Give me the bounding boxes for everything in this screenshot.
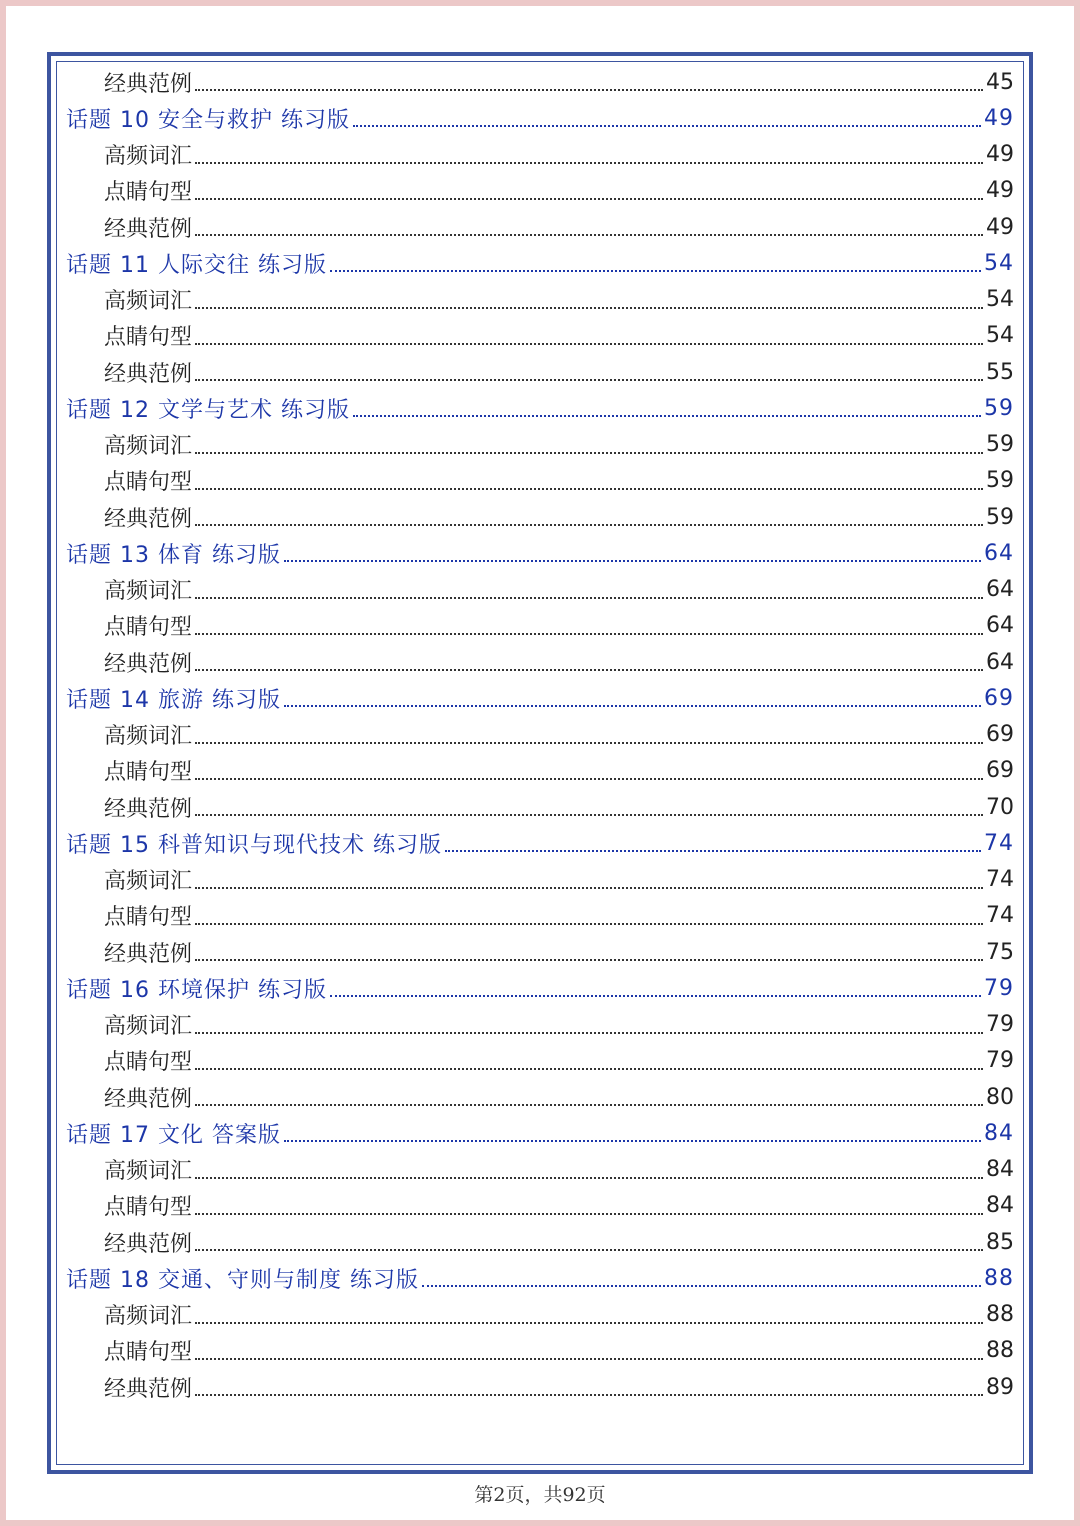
toc-page-number: 49 — [986, 214, 1014, 240]
toc-subentry[interactable] — [66, 753, 1014, 789]
toc-subentry[interactable] — [66, 354, 1014, 390]
toc-subentry[interactable] — [66, 934, 1014, 970]
toc-page-number: 80 — [986, 1084, 1014, 1110]
toc-subentry[interactable] — [66, 173, 1014, 209]
toc-entry-title: 点睛句型 — [104, 615, 193, 641]
toc-dot-leader — [195, 1068, 983, 1070]
toc-subentry[interactable] — [66, 282, 1014, 318]
toc-dot-leader — [195, 814, 983, 816]
toc-page-number: 74 — [986, 903, 1014, 929]
toc-subentry[interactable] — [66, 427, 1014, 463]
toc-subentry[interactable] — [66, 644, 1014, 680]
toc-entry-title: 经典范例 — [104, 1376, 193, 1402]
toc-dot-leader — [195, 234, 983, 236]
toc-dot-leader — [422, 1285, 981, 1287]
toc-topic-entry[interactable] — [66, 1260, 1014, 1296]
toc-entry-title: 高频词汇 — [104, 1014, 193, 1040]
toc-entry-title: 高频词汇 — [104, 724, 193, 750]
toc-page-number: 69 — [986, 722, 1014, 748]
toc-dot-leader — [195, 1213, 983, 1215]
toc-subentry[interactable] — [66, 1043, 1014, 1079]
toc-subentry[interactable] — [66, 318, 1014, 354]
toc-dot-leader — [195, 1358, 983, 1360]
toc-dot-leader — [195, 198, 983, 200]
toc-subentry[interactable] — [66, 608, 1014, 644]
toc-entry-title: 高频词汇 — [104, 869, 193, 895]
toc-topic-entry[interactable] — [66, 970, 1014, 1006]
toc-subentry[interactable] — [66, 137, 1014, 173]
toc-dot-leader — [195, 1249, 983, 1251]
toc-entry-title: 点睛句型 — [104, 1050, 193, 1076]
toc-entry-title: 高频词汇 — [104, 434, 193, 460]
toc-entry-title: 话题 16 环境保护 练习版 — [66, 977, 327, 1003]
toc-dot-leader — [330, 270, 981, 272]
toc-page-number: 70 — [986, 794, 1014, 820]
toc-subentry[interactable] — [66, 1007, 1014, 1043]
toc-page-number: 64 — [986, 613, 1014, 639]
toc-entry-title: 经典范例 — [104, 71, 193, 97]
toc-dot-leader — [195, 669, 983, 671]
toc-subentry[interactable] — [66, 1333, 1014, 1369]
toc-dot-leader — [195, 633, 983, 635]
toc-subentry[interactable] — [66, 898, 1014, 934]
toc-subentry[interactable] — [66, 862, 1014, 898]
toc-page-number: 49 — [986, 142, 1014, 168]
toc-dot-leader — [330, 995, 981, 997]
toc-page-number: 89 — [986, 1374, 1014, 1400]
toc-page-number: 54 — [986, 287, 1014, 313]
toc-dot-leader — [195, 597, 983, 599]
toc-page-number: 84 — [984, 1120, 1014, 1146]
toc-dot-leader — [195, 488, 983, 490]
toc-entry-title: 点睛句型 — [104, 1340, 193, 1366]
toc-page-number: 85 — [986, 1229, 1014, 1255]
toc-dot-leader — [195, 1104, 983, 1106]
toc-entry-title: 经典范例 — [104, 1086, 193, 1112]
toc-page-number: 69 — [986, 758, 1014, 784]
toc-page-number: 88 — [984, 1265, 1014, 1291]
toc-dot-leader — [195, 1177, 983, 1179]
toc-page-number: 59 — [986, 432, 1014, 458]
toc-page-number: 59 — [986, 504, 1014, 530]
toc-topic-entry[interactable] — [66, 535, 1014, 571]
toc-entry-title: 经典范例 — [104, 1231, 193, 1257]
toc-page-number: 84 — [986, 1157, 1014, 1183]
toc-subentry[interactable] — [66, 1297, 1014, 1333]
toc-entry-title: 点睛句型 — [104, 760, 193, 786]
toc-page-number: 75 — [986, 939, 1014, 965]
toc-entry-title: 话题 13 体育 练习版 — [66, 542, 281, 568]
toc-page-number: 49 — [984, 105, 1014, 131]
toc-entry-title: 话题 17 文化 答案版 — [66, 1122, 281, 1148]
toc-dot-leader — [195, 1322, 983, 1324]
toc-dot-leader — [195, 1394, 983, 1396]
toc-entry-title: 话题 15 科普知识与现代技术 练习版 — [66, 832, 442, 858]
toc-dot-leader — [195, 452, 983, 454]
toc-subentry[interactable] — [66, 499, 1014, 535]
toc-page-number: 79 — [984, 975, 1014, 1001]
toc-dot-leader — [195, 887, 983, 889]
toc-entry-title: 话题 11 人际交往 练习版 — [66, 252, 327, 278]
toc-dot-leader — [195, 343, 983, 345]
toc-entry-title: 点睛句型 — [104, 905, 193, 931]
toc-page-number: 69 — [984, 685, 1014, 711]
toc-page-number: 49 — [986, 178, 1014, 204]
toc-dot-leader — [195, 778, 983, 780]
toc-topic-entry[interactable] — [66, 825, 1014, 861]
toc-subentry[interactable] — [66, 1152, 1014, 1188]
toc-dot-leader — [353, 125, 981, 127]
toc-dot-leader — [195, 959, 983, 961]
toc-entry-title: 经典范例 — [104, 796, 193, 822]
toc-topic-entry[interactable] — [66, 245, 1014, 281]
toc-page-number: 59 — [986, 468, 1014, 494]
toc-entry-title: 高频词汇 — [104, 144, 193, 170]
toc-dot-leader — [195, 923, 983, 925]
toc-entry-title: 经典范例 — [104, 361, 193, 387]
toc-page-number: 79 — [986, 1048, 1014, 1074]
toc-page-number: 79 — [986, 1012, 1014, 1038]
toc-dot-leader — [284, 705, 981, 707]
toc-entry-title: 话题 18 交通、守则与制度 练习版 — [66, 1267, 419, 1293]
toc-dot-leader — [195, 162, 983, 164]
toc-entry-title: 点睛句型 — [104, 180, 193, 206]
toc-subentry[interactable] — [66, 572, 1014, 608]
toc-entry-title: 话题 10 安全与救护 练习版 — [66, 107, 350, 133]
toc-subentry[interactable] — [66, 1369, 1014, 1405]
toc-subentry[interactable] — [66, 1224, 1014, 1260]
toc-entry-title: 点睛句型 — [104, 470, 193, 496]
toc-page-number: 64 — [986, 649, 1014, 675]
toc-topic-entry[interactable] — [66, 390, 1014, 426]
toc-dot-leader — [195, 524, 983, 526]
toc-entry-title: 经典范例 — [104, 506, 193, 532]
toc-entry-title: 经典范例 — [104, 216, 193, 242]
toc-page-number: 64 — [984, 540, 1014, 566]
toc-entry-title: 高频词汇 — [104, 1304, 193, 1330]
table-of-contents — [66, 64, 1014, 1405]
toc-page-number: 45 — [986, 69, 1014, 95]
toc-page-number: 74 — [984, 830, 1014, 856]
toc-dot-leader — [195, 307, 983, 309]
toc-subentry[interactable] — [66, 1079, 1014, 1115]
toc-entry-title: 经典范例 — [104, 941, 193, 967]
toc-subentry[interactable] — [66, 717, 1014, 753]
toc-entry-title: 高频词汇 — [104, 289, 193, 315]
toc-page-number: 88 — [986, 1338, 1014, 1364]
toc-subentry[interactable] — [66, 1188, 1014, 1224]
page-indicator: 第2页，共92页 — [474, 1484, 606, 1506]
toc-subentry[interactable] — [66, 463, 1014, 499]
toc-subentry[interactable] — [66, 64, 1014, 100]
toc-entry-title: 话题 14 旅游 练习版 — [66, 687, 281, 713]
toc-dot-leader — [195, 379, 983, 381]
toc-dot-leader — [284, 560, 981, 562]
toc-topic-entry[interactable] — [66, 100, 1014, 136]
toc-page-number: 74 — [986, 867, 1014, 893]
toc-page-number: 54 — [984, 250, 1014, 276]
toc-entry-title: 高频词汇 — [104, 1159, 193, 1185]
toc-dot-leader — [195, 89, 983, 91]
toc-page-number: 84 — [986, 1193, 1014, 1219]
toc-entry-title: 经典范例 — [104, 651, 193, 677]
toc-page-number: 59 — [984, 395, 1014, 421]
toc-dot-leader — [445, 850, 981, 852]
toc-dot-leader — [353, 415, 981, 417]
toc-page-number: 64 — [986, 577, 1014, 603]
toc-page-number: 54 — [986, 323, 1014, 349]
toc-entry-title: 话题 12 文学与艺术 练习版 — [66, 397, 350, 423]
toc-topic-entry[interactable] — [66, 680, 1014, 716]
toc-page-number: 55 — [986, 359, 1014, 385]
toc-entry-title: 点睛句型 — [104, 325, 193, 351]
toc-page-number: 88 — [986, 1302, 1014, 1328]
toc-subentry[interactable] — [66, 209, 1014, 245]
toc-dot-leader — [195, 1032, 983, 1034]
toc-dot-leader — [195, 742, 983, 744]
toc-dot-leader — [284, 1140, 981, 1142]
toc-entry-title: 点睛句型 — [104, 1195, 193, 1221]
toc-subentry[interactable] — [66, 789, 1014, 825]
toc-entry-title: 高频词汇 — [104, 579, 193, 605]
toc-topic-entry[interactable] — [66, 1115, 1014, 1151]
